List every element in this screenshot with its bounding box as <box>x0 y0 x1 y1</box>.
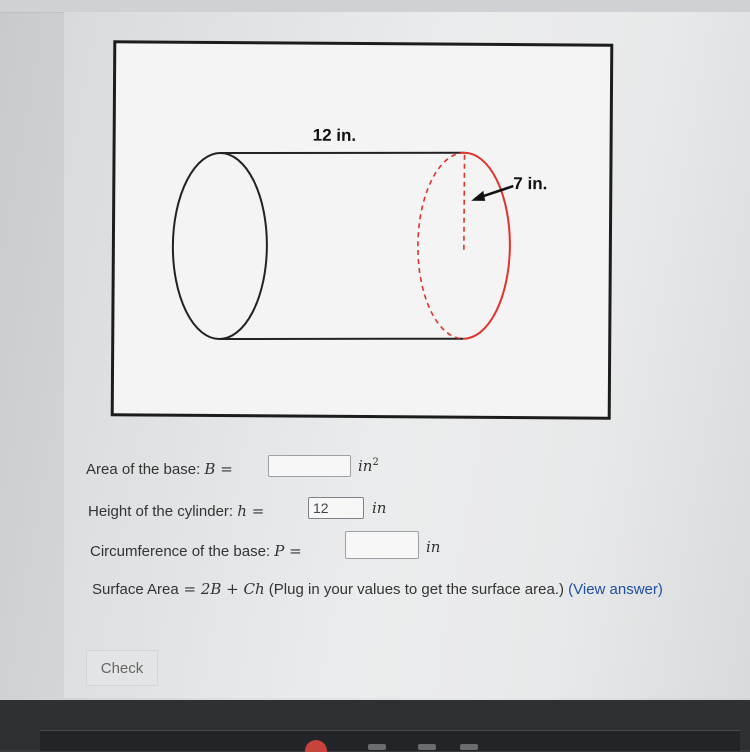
circumference-unit: in <box>426 538 441 556</box>
height-input[interactable]: 12 <box>308 497 364 519</box>
surface-area-formula: 2B + Ch <box>200 580 265 598</box>
taskbar-icon[interactable] <box>418 744 436 750</box>
area-variable: B <box>204 460 216 478</box>
surface-area-note: (Plug in your values to get the surface area.) <box>264 581 569 598</box>
taskbar-icon[interactable] <box>460 744 478 750</box>
circumference-variable: P <box>274 542 285 560</box>
area-unit-exponent: 2 <box>372 457 379 468</box>
bottom-edge <box>219 337 463 341</box>
area-equals: = <box>215 460 233 478</box>
check-button[interactable]: Check <box>86 650 158 686</box>
right-base-visible-arc <box>463 153 510 339</box>
area-unit <box>358 457 379 475</box>
height-unit: in <box>372 499 387 517</box>
radius-label: 7 in. <box>513 174 548 194</box>
length-label: 12 in. <box>312 125 357 145</box>
circumference-input[interactable] <box>345 531 419 559</box>
height-label: Height of the cylinder: <box>88 503 238 520</box>
height-question <box>88 502 264 520</box>
surface-area-label: Surface Area <box>92 581 179 598</box>
surface-area-question <box>92 580 663 598</box>
height-variable: h <box>237 502 247 520</box>
area-question <box>86 460 233 478</box>
area-label: Area of the base: <box>86 461 205 478</box>
area-input[interactable] <box>268 455 351 477</box>
circumference-equals: = <box>284 542 302 560</box>
height-equals: = <box>246 502 265 520</box>
top-edge <box>221 151 465 155</box>
radius-line <box>464 155 465 251</box>
taskbar-edge <box>40 730 740 751</box>
radius-arrowhead <box>471 191 485 201</box>
view-answer-link[interactable]: (View answer) <box>568 581 663 598</box>
circumference-label: Circumference of the base: <box>90 543 275 560</box>
left-base-ellipse <box>172 153 267 340</box>
area-unit-text: in <box>358 457 373 475</box>
circumference-question <box>90 542 302 560</box>
cylinder-diagram <box>114 43 611 416</box>
taskbar-icon[interactable] <box>368 744 386 750</box>
surface-area-equals: = <box>178 580 201 598</box>
cylinder-figure <box>111 40 614 419</box>
right-base-hidden-arc <box>417 152 464 338</box>
